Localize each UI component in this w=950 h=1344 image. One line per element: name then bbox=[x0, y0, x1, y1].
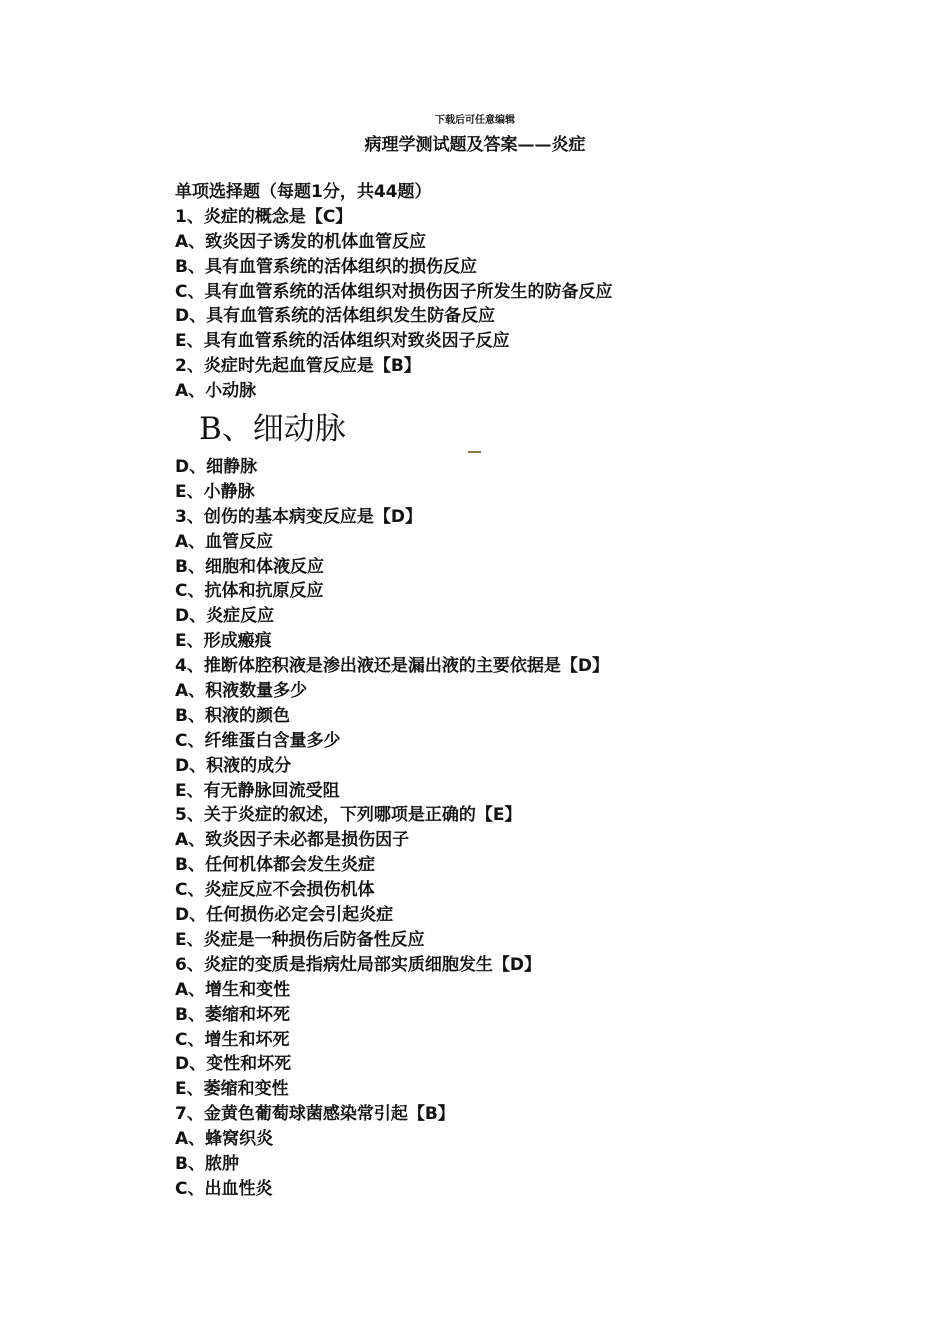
option-line: D、炎症反应 bbox=[175, 606, 275, 627]
option-line: D、细静脉 bbox=[175, 457, 258, 478]
option-line: C、炎症反应不会损伤机体 bbox=[175, 880, 375, 901]
section-heading: 单项选择题（每题1分，共44题） bbox=[175, 182, 432, 202]
option-line: E、炎症是一种损伤后防备性反应 bbox=[175, 929, 425, 950]
option-line: E、萎缩和变性 bbox=[175, 1079, 289, 1100]
document-title: 病理学测试题及答案——炎症 bbox=[364, 135, 586, 155]
question-5: 5、关于炎症的叙述，下列哪项是正确的【E】 bbox=[175, 805, 522, 826]
option-line: A、积液数量多少 bbox=[175, 681, 308, 702]
option-line: E、形成瘢痕 bbox=[175, 631, 272, 652]
option-line: C、增生和坏死 bbox=[175, 1029, 290, 1050]
decorative-dash bbox=[468, 451, 481, 453]
option-line: E、有无静脉回流受阻 bbox=[175, 780, 340, 801]
option-line: D、积液的成分 bbox=[175, 755, 292, 776]
question-1: 1、炎症的概念是【C】 bbox=[175, 206, 353, 227]
option-line: D、具有血管系统的活体组织发生防备反应 bbox=[175, 306, 496, 327]
question-4: 4、推断体腔积液是渗出液还是漏出液的主要依据是【D】 bbox=[175, 656, 609, 677]
option-line: C、纤维蛋白含量多少 bbox=[175, 730, 341, 751]
question-7: 7、金黄色葡萄球菌感染常引起【B】 bbox=[175, 1104, 455, 1125]
option-line: B、具有血管系统的活体组织的损伤反应 bbox=[175, 256, 477, 277]
question-6: 6、炎症的变质是指病灶局部实质细胞发生【D】 bbox=[175, 954, 541, 975]
option-line: B、脓肿 bbox=[175, 1153, 239, 1174]
question-3: 3、创伤的基本病变反应是【D】 bbox=[175, 506, 422, 527]
option-line: A、增生和变性 bbox=[175, 979, 291, 1000]
option-line: E、小静脉 bbox=[175, 481, 255, 502]
option-line: A、致炎因子未必都是损伤因子 bbox=[175, 830, 410, 851]
option-line: B、任何机体都会发生炎症 bbox=[175, 855, 375, 876]
option-line: A、血管反应 bbox=[175, 531, 274, 552]
option-line: D、任何损伤必定会引起炎症 bbox=[175, 905, 394, 926]
option-line: A、蜂窝织炎 bbox=[175, 1129, 274, 1150]
question-2: 2、炎症时先起血管反应是【B】 bbox=[175, 356, 421, 377]
option-line: A、致炎因子诱发的机体血管反应 bbox=[175, 231, 427, 252]
option-line-large: B、细动脉 bbox=[199, 411, 346, 448]
document-body bbox=[175, 180, 895, 1202]
option-line: D、变性和坏死 bbox=[175, 1054, 292, 1075]
option-line: B、积液的颜色 bbox=[175, 705, 290, 726]
header-note: 下载后可任意编辑 bbox=[435, 115, 515, 126]
option-line: A、小动脉 bbox=[175, 381, 257, 402]
option-line: C、抗体和抗原反应 bbox=[175, 581, 324, 602]
option-line: B、萎缩和坏死 bbox=[175, 1004, 290, 1025]
option-line: C、出血性炎 bbox=[175, 1178, 273, 1199]
option-line: B、细胞和体液反应 bbox=[175, 556, 324, 577]
option-line: C、具有血管系统的活体组织对损伤因子所发生的防备反应 bbox=[175, 281, 613, 302]
option-line: E、具有血管系统的活体组织对致炎因子反应 bbox=[175, 331, 510, 352]
